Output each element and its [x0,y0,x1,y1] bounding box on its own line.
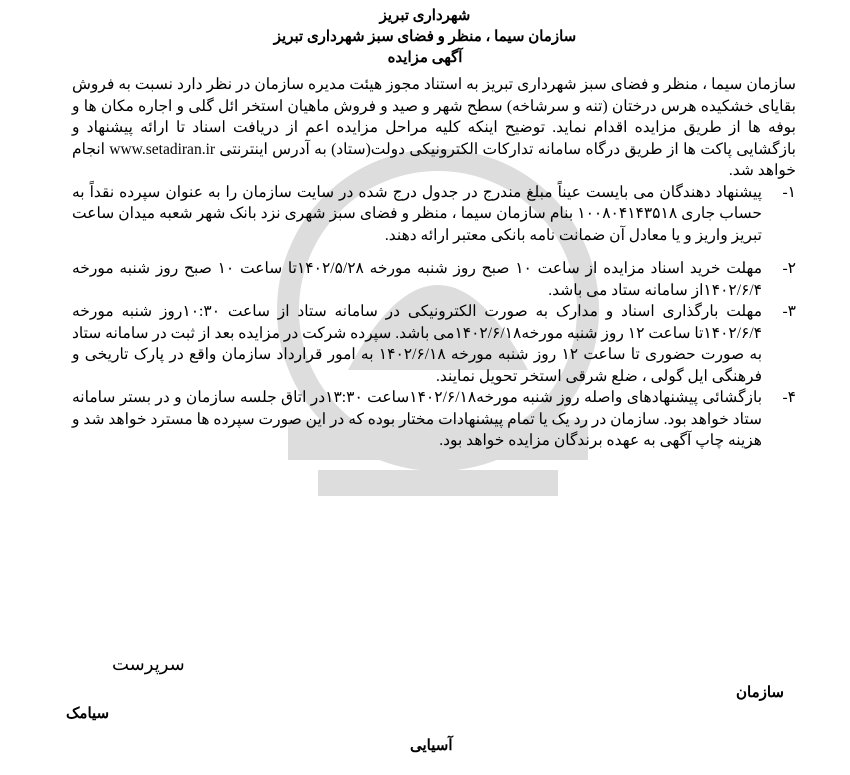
item-text: مهلت خرید اسناد مزایده از ساعت ۱۰ صبح روز شنبه مورخه ۱۴۰۲/۵/۲۸تا ساعت ۱۰ صبح روز شنبه مورخه ۱۴۰۲/۶/۴از سامانه ستاد می باشد. [72,260,763,299]
list-item [72,182,796,247]
item-text: پیشنهاد دهندگان می بایست عیناً مبلغ مندرج در جدول درج شده در سایت سازمان را به عنوان سپرده نقداً به حساب جاری ۱۰۰۸۰۴۱۴۳۵۱۸ بنام سازمان سیما ، منظر و فضای سبز شهری نزد بانک شهر شعبه میدان ساعت تبریز واریز و یا معادل آن ضمانت نامه بانکی معتبر ارائه دهند. [72,183,762,244]
signature-title: سرپرست [112,654,185,674]
item-number: ۳- [782,303,796,320]
notice-title: آگهی مزایده [387,50,463,66]
item-text: مهلت بارگذاری اسناد و مدارک به صورت الکترونیکی در سامانه ستاد از ساعت ۱۰:۳۰روز شنبه مورخه ۱۴۰۲/۶/۴تا ساعت ۱۲ روز شنبه مورخه۱۴۰۲/۶/۱۸می باشد. سپرده شرکت در مزایده بعد از ثبت در سامانه ستاد به صورت حضوری تا ساعت ۱۲ روز شنبه مورخه ۱۴۰۲/۶/۱۸ به امور قرارداد سازمان واقع در پارک تاریخی و فرهنگی ایل گولی ، ضلع شرقی استخر تحویل نمایند. [72,303,763,385]
municipality-name: شهرداری تبریز [379,8,471,24]
list-item [72,301,796,387]
signature-last-name: آسیایی [410,738,453,754]
notice-header [0,6,850,69]
signature-org: سازمان [736,685,785,701]
list-item [72,258,796,301]
notice-body [72,74,796,452]
list-item [72,387,796,452]
item-number: ۱- [782,183,796,201]
intro-paragraph: سازمان سیما ، منظر و فضای سبز شهرداری تبریز به استناد مجوز هیئت مدیره سازمان در نظر دارد نسبت به فروش بقایای خشکیده هرس درختان (تنه و سرشاخه) سطح شهر و صید و فروش ماهیان استخر ائل گلی و اجاره مکان ها و بوفه ها از طریق مزایده اقدام نماید. توضیح اینکه کلیه مراحل مزایده اعم از دریافت اسناد تا ارائه پیشنهاد و بازگشایی پاکت ها از طریق درگاه سامانه تدارکات الکترونیکی دولت(ستاد) به آدرس اینترنتی www.setadiran.ir انجام خواهد شد. [72,76,796,179]
item-number: ۲- [782,260,796,277]
organization-name: سازمان سیما ، منظر و فضای سبز شهرداری تبریز [273,29,577,45]
item-number: ۴- [782,389,796,406]
item-text: بازگشائی پیشنهادهای واصله روز شنبه مورخه۱۴۰۲/۶/۱۸ساعت ۱۳:۳۰در اتاق جلسه سازمان و در بستر سامانه ستاد خواهد بود. سازمان در رد یک یا تمام پیشنهادات مختار بوده که در این صورت سپرده ها مسترد خواهد شد و هزینه چاپ آگهی به عهده برندگان مزایده خواهد بود. [72,389,763,449]
signature-first-name: سیامک [66,706,110,722]
